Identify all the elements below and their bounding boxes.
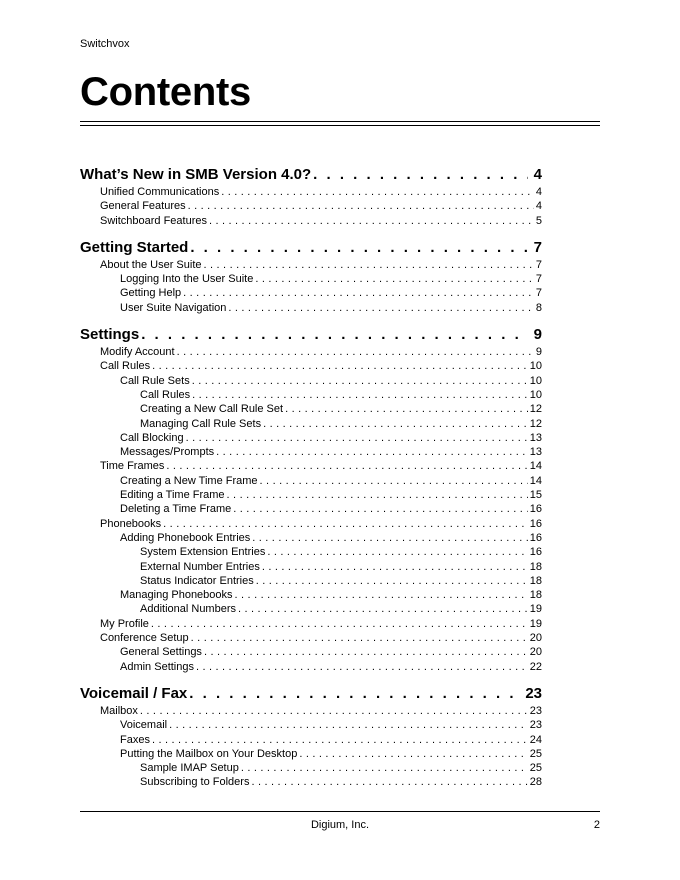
footer-rule bbox=[80, 811, 600, 812]
toc-entry-title: Getting Help bbox=[120, 287, 182, 300]
toc-entry-page: 20 bbox=[529, 646, 542, 659]
toc-entry-title: My Profile bbox=[100, 617, 149, 630]
toc-leader-dots bbox=[216, 445, 528, 459]
toc-leader-dots bbox=[189, 683, 519, 704]
toc-leader-dots bbox=[221, 185, 534, 199]
toc-entry-page: 4 bbox=[533, 166, 542, 183]
toc-entry-page: 25 bbox=[529, 747, 542, 760]
toc-leader-dots bbox=[238, 602, 528, 616]
toc-entry-page: 16 bbox=[529, 531, 542, 544]
toc-leader-dots bbox=[256, 574, 528, 588]
toc-chapter-entry[interactable] bbox=[80, 324, 542, 345]
toc-entry-title: Adding Phonebook Entries bbox=[120, 531, 251, 544]
toc-entry-page: 7 bbox=[535, 287, 542, 300]
toc-entry-title: Getting Started bbox=[80, 238, 189, 256]
toc-leader-dots bbox=[299, 747, 527, 761]
toc-entry[interactable] bbox=[80, 574, 542, 588]
toc-entry-title: General Settings bbox=[120, 646, 202, 659]
toc-entry-page: 16 bbox=[529, 503, 542, 516]
toc-entry[interactable] bbox=[80, 747, 542, 761]
toc-entry-page: 8 bbox=[535, 301, 542, 314]
toc-entry-title: External Number Entries bbox=[140, 560, 260, 573]
toc-entry[interactable] bbox=[80, 258, 542, 272]
toc-entry-title: Time Frames bbox=[100, 460, 165, 473]
toc-leader-dots bbox=[169, 718, 528, 732]
toc-entry-page: 4 bbox=[535, 200, 542, 213]
toc-entry-title: Deleting a Time Frame bbox=[120, 503, 232, 516]
toc-entry-page: 18 bbox=[529, 560, 542, 573]
toc-entry-page: 16 bbox=[529, 517, 542, 530]
toc-entry-page: 19 bbox=[529, 617, 542, 630]
toc-leader-dots bbox=[152, 733, 528, 747]
toc-entry[interactable] bbox=[80, 645, 542, 659]
toc-entry-title: Status Indicator Entries bbox=[140, 574, 254, 587]
toc-entry-title: Admin Settings bbox=[120, 660, 194, 673]
page-title: Contents bbox=[80, 70, 251, 114]
toc-entry-title: Faxes bbox=[120, 733, 150, 746]
toc-entry-page: 24 bbox=[529, 733, 542, 746]
toc-entry-page: 23 bbox=[529, 719, 542, 732]
toc-entry[interactable] bbox=[80, 631, 542, 645]
toc-leader-dots bbox=[209, 214, 534, 228]
toc-entry-title: Unified Communications bbox=[100, 186, 220, 198]
toc-entry-page: 7 bbox=[533, 238, 542, 256]
toc-entry-title: Mailbox bbox=[100, 704, 138, 717]
toc-entry-page: 7 bbox=[535, 258, 542, 271]
toc-entry[interactable] bbox=[80, 214, 542, 228]
toc-entry-page: 12 bbox=[529, 417, 542, 430]
toc-leader-dots bbox=[163, 517, 528, 531]
title-rule-thin bbox=[80, 125, 600, 126]
toc-leader-dots bbox=[228, 301, 533, 315]
toc-entry[interactable] bbox=[80, 388, 542, 402]
toc-entry[interactable] bbox=[80, 704, 542, 718]
toc-leader-dots bbox=[263, 417, 528, 431]
toc-entry-page: 13 bbox=[529, 446, 542, 459]
toc-entry[interactable] bbox=[80, 560, 542, 574]
toc-leader-dots bbox=[151, 617, 528, 631]
running-header: Switchvox bbox=[80, 38, 130, 50]
toc-entry-page: 12 bbox=[529, 403, 542, 416]
toc-leader-dots bbox=[313, 164, 527, 185]
toc-entry-title: Managing Call Rule Sets bbox=[140, 417, 262, 430]
toc-entry[interactable] bbox=[80, 359, 542, 373]
toc-entry-page: 14 bbox=[529, 474, 542, 487]
toc-entry-title: Voicemail / Fax bbox=[80, 684, 188, 702]
toc-entry-title: Putting the Mailbox on Your Desktop bbox=[120, 747, 298, 760]
toc-leader-dots bbox=[166, 459, 527, 473]
toc-entry-title: Editing a Time Frame bbox=[120, 489, 225, 502]
toc-entry[interactable] bbox=[80, 459, 542, 473]
toc-entry[interactable] bbox=[80, 775, 542, 789]
toc-entry-page: 25 bbox=[529, 762, 542, 775]
toc-entry-page: 28 bbox=[529, 776, 542, 789]
toc-leader-dots bbox=[233, 502, 527, 516]
footer-page-number: 2 bbox=[593, 819, 600, 831]
toc-entry-title: Phonebooks bbox=[100, 517, 162, 530]
toc-entry[interactable] bbox=[80, 660, 542, 674]
toc-entry[interactable] bbox=[80, 185, 542, 199]
toc-entry-page: 23 bbox=[525, 684, 542, 702]
toc-entry[interactable] bbox=[80, 417, 542, 431]
toc-entry-page: 18 bbox=[529, 589, 542, 602]
toc-leader-dots bbox=[241, 761, 528, 775]
toc-entry-page: 4 bbox=[535, 186, 542, 198]
toc-entry[interactable] bbox=[80, 272, 542, 286]
toc-entry-title: Call Blocking bbox=[120, 431, 184, 444]
toc-leader-dots bbox=[177, 345, 534, 359]
toc-chapter-entry[interactable] bbox=[80, 237, 542, 258]
toc-entry[interactable] bbox=[80, 286, 542, 300]
toc-entry-title: About the User Suite bbox=[100, 258, 202, 271]
toc-entry-page: 14 bbox=[529, 460, 542, 473]
toc-entry-page: 20 bbox=[529, 632, 542, 645]
toc-leader-dots bbox=[190, 237, 527, 258]
toc-leader-dots bbox=[141, 324, 527, 345]
toc-leader-dots bbox=[188, 199, 534, 213]
toc-entry-title: User Suite Navigation bbox=[120, 301, 227, 314]
toc-entry-title: Call Rule Sets bbox=[120, 374, 190, 387]
toc-entry-title: Voicemail bbox=[120, 719, 168, 732]
toc-entry-title: What’s New in SMB Version 4.0? bbox=[80, 166, 312, 183]
toc-leader-dots bbox=[235, 588, 528, 602]
toc-entry[interactable] bbox=[80, 588, 542, 602]
toc-entry[interactable] bbox=[80, 617, 542, 631]
toc-entry-page: 22 bbox=[529, 660, 542, 673]
toc-leader-dots bbox=[204, 645, 528, 659]
toc-entry[interactable] bbox=[80, 602, 542, 616]
toc-entry-title: Subscribing to Folders bbox=[140, 776, 250, 789]
toc-entry-title: Modify Account bbox=[100, 346, 175, 359]
toc-entry-title: Conference Setup bbox=[100, 632, 189, 645]
toc-entry-title: Switchboard Features bbox=[100, 214, 207, 227]
toc-entry-page: 18 bbox=[529, 574, 542, 587]
title-rule-thick bbox=[80, 121, 600, 122]
toc-entry-page: 15 bbox=[529, 489, 542, 502]
toc-entry-title: Messages/Prompts bbox=[120, 446, 215, 459]
toc-leader-dots bbox=[192, 388, 528, 402]
toc-leader-dots bbox=[191, 631, 528, 645]
toc-entry-title: Managing Phonebooks bbox=[120, 589, 233, 602]
toc-entry-title: Logging Into the User Suite bbox=[120, 273, 254, 286]
toc-entry-page: 9 bbox=[533, 326, 542, 344]
toc-entry-title: Call Rules bbox=[140, 388, 191, 401]
toc-entry[interactable] bbox=[80, 531, 542, 545]
table-of-contents bbox=[80, 164, 542, 790]
toc-entry[interactable] bbox=[80, 374, 542, 388]
toc-entry[interactable] bbox=[80, 761, 542, 775]
toc-entry[interactable] bbox=[80, 445, 542, 459]
toc-entry-title: System Extension Entries bbox=[140, 546, 266, 559]
toc-leader-dots bbox=[196, 660, 528, 674]
toc-leader-dots bbox=[152, 359, 528, 373]
toc-leader-dots bbox=[186, 431, 528, 445]
toc-entry[interactable] bbox=[80, 545, 542, 559]
toc-entry-title: General Features bbox=[100, 200, 186, 213]
toc-entry-page: 16 bbox=[529, 546, 542, 559]
toc-entry[interactable] bbox=[80, 474, 542, 488]
toc-leader-dots bbox=[260, 474, 528, 488]
toc-entry[interactable] bbox=[80, 199, 542, 213]
toc-leader-dots bbox=[255, 272, 534, 286]
toc-chapter-entry[interactable] bbox=[80, 164, 542, 185]
toc-entry-title: Settings bbox=[80, 326, 140, 344]
toc-entry-page: 23 bbox=[529, 704, 542, 717]
toc-entry-title: Additional Numbers bbox=[140, 603, 236, 616]
toc-entry-title: Sample IMAP Setup bbox=[140, 762, 239, 775]
toc-leader-dots bbox=[262, 560, 528, 574]
toc-leader-dots bbox=[204, 258, 534, 272]
toc-entry[interactable] bbox=[80, 345, 542, 359]
toc-entry-title: Creating a New Call Rule Set bbox=[140, 403, 284, 416]
toc-entry-title: Creating a New Time Frame bbox=[120, 474, 258, 487]
toc-leader-dots bbox=[252, 531, 527, 545]
toc-entry-page: 7 bbox=[535, 273, 542, 286]
toc-leader-dots bbox=[183, 286, 534, 300]
toc-leader-dots bbox=[267, 545, 527, 559]
toc-entry[interactable] bbox=[80, 718, 542, 732]
toc-entry[interactable] bbox=[80, 431, 542, 445]
toc-leader-dots bbox=[192, 374, 528, 388]
toc-entry[interactable] bbox=[80, 733, 542, 747]
toc-entry-page: 10 bbox=[529, 360, 542, 373]
toc-entry-page: 19 bbox=[529, 603, 542, 616]
toc-entry[interactable] bbox=[80, 502, 542, 516]
toc-entry-page: 9 bbox=[535, 346, 542, 359]
toc-leader-dots bbox=[251, 775, 527, 789]
toc-entry[interactable] bbox=[80, 402, 542, 416]
toc-chapter-entry[interactable] bbox=[80, 683, 542, 704]
toc-leader-dots bbox=[227, 488, 528, 502]
toc-entry-page: 10 bbox=[529, 374, 542, 387]
toc-leader-dots bbox=[285, 402, 528, 416]
toc-entry[interactable] bbox=[80, 488, 542, 502]
toc-leader-dots bbox=[140, 704, 528, 718]
toc-entry-page: 13 bbox=[529, 431, 542, 444]
toc-entry-title: Call Rules bbox=[100, 360, 151, 373]
toc-entry-page: 5 bbox=[535, 214, 542, 227]
footer-company: Digium, Inc. bbox=[310, 819, 370, 831]
toc-entry[interactable] bbox=[80, 517, 542, 531]
toc-entry[interactable] bbox=[80, 301, 542, 315]
toc-entry-page: 10 bbox=[529, 388, 542, 401]
